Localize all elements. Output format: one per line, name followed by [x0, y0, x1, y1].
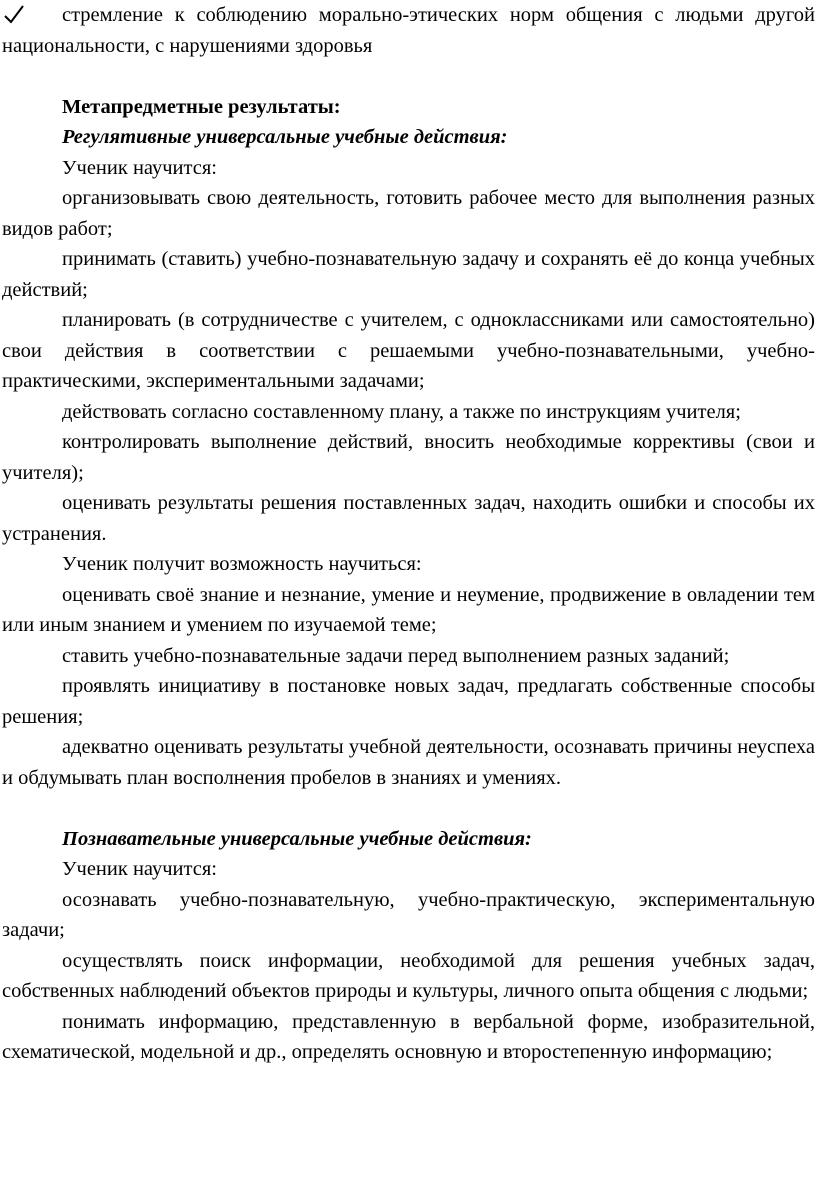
cognitive-learns-item: понимать информацию, представленную в вербальной форме, изобразительной, схематической, модельной и др., определять основную и второстепенную информацию;	[2, 1010, 815, 1063]
regulative-opportunity-item: проявлять инициативу в постановке новых задач, предлагать собственные способы решения;	[2, 675, 815, 728]
cognitive-heading: Познавательные универсальные учебные действия:	[62, 827, 532, 850]
regulative-heading: Регулятивные универсальные учебные действия:	[62, 126, 508, 148]
intro-bullet-text: стремление к соблюдению морально-этических норм общения с людьми другой национальности, с нарушениями здоровья	[2, 4, 815, 57]
regulative-opportunity-item: оценивать своё знание и незнание, умение и неумение, продвижение в овладении тем или иным знанием и умением по изучаемой теме;	[2, 583, 815, 636]
regulative-opportunity-label: Ученик получит возможность научиться:	[62, 553, 422, 575]
regulative-opportunity-item: адекватно оценивать результаты учебной деятельности, осознавать причины неуспеха и обдумывать план восполнения пробелов в знаниях и умениях.	[2, 736, 815, 789]
regulative-opportunity-item: ставить учебно-познавательные задачи перед выполнением разных заданий;	[62, 644, 730, 667]
regulative-learns-item: организовывать свою деятельность, готовить рабочее место для выполнения разных видов работ;	[2, 187, 815, 240]
cognitive-learns-label: Ученик научится:	[62, 858, 217, 880]
checkmark-icon	[2, 0, 26, 30]
regulative-learns-item: оценивать результаты решения поставленных задач, находить ошибки и способы их устранения.	[2, 492, 815, 545]
regulative-learns-item: принимать (ставить) учебно-познавательную задачу и сохранять её до конца учебных действий;	[2, 248, 815, 301]
meta-heading: Метапредметные результаты:	[62, 95, 341, 118]
cognitive-learns-item: осуществлять поиск информации, необходимой для решения учебных задач, собственных наблюдений объектов природы и культуры, личного опыта общения с людьми;	[2, 949, 815, 1002]
regulative-learns-item: планировать (в сотрудничестве с учителем, с одноклассниками или самостоятельно) свои действия в соответствии с решаемыми учебно-познавательными, учебно-практическими, экспериментальными задачами;	[2, 309, 815, 392]
cognitive-learns-item: осознавать учебно-познавательную, учебно-практическую, экспериментальную задачи;	[2, 888, 815, 941]
regulative-learns-label: Ученик научится:	[62, 156, 217, 179]
regulative-learns-item: действовать согласно составленному плану, а также по инструкциям учителя;	[62, 400, 741, 423]
intro-bullet	[2, 0, 815, 61]
regulative-learns-item: контролировать выполнение действий, вносить необходимые коррективы (свои и учителя);	[2, 431, 815, 484]
spacer	[2, 793, 815, 824]
spacer	[2, 61, 815, 92]
